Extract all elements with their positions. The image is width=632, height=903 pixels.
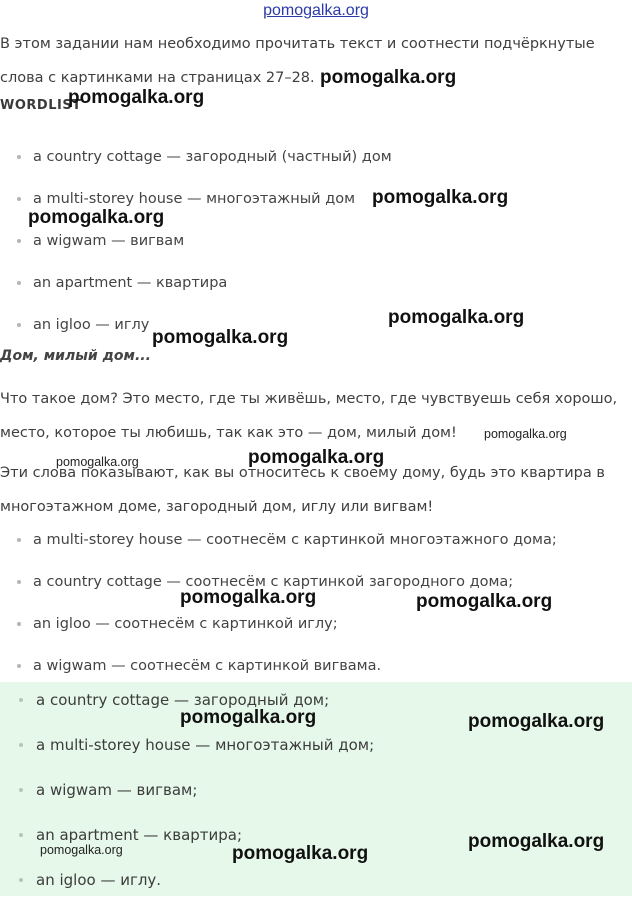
list-item: a multi-storey house — многоэтажный дом; — [0, 723, 374, 768]
watermark: pomogalka.org — [468, 711, 605, 732]
watermark: pomogalka.org — [180, 587, 317, 608]
watermark: pomogalka.org — [180, 707, 317, 728]
list-item: an igloo — соотнесём с картинкой иглу; — [0, 603, 557, 645]
paragraph-2-line-1: Эти слова показывают, как вы относитесь к своему дому, будь это квартира в — [0, 465, 605, 481]
watermark: pomogalka.org — [68, 87, 205, 108]
list-item: a wigwam — вигвам — [0, 220, 392, 262]
list-item: a country cottage — соотнесём с картинкой загородного дома; — [0, 561, 557, 603]
intro-line-2: слова с картинками на страницах 27–28. — [0, 70, 315, 86]
intro-line-1: В этом задании нам необходимо прочитать текст и соотнести подчёркнутые — [0, 36, 595, 52]
watermark: pomogalka.org — [28, 207, 165, 228]
watermark: pomogalka.org — [56, 455, 139, 469]
list-item: a multi-storey house — многоэтажный дом — [0, 178, 392, 220]
intro-text — [0, 27, 630, 95]
paragraph-2-line-2: многоэтажном доме, загородный дом, иглу или вигвам! — [0, 499, 434, 515]
list-item: a country cottage — загородный (частный) дом — [0, 136, 392, 178]
list-item: a wigwam — вигвам; — [0, 768, 374, 813]
watermark: pomogalka.org — [416, 591, 553, 612]
list-item: a multi-storey house — соотнесём с картинкой многоэтажного дома; — [0, 519, 557, 561]
watermark: pomogalka.org — [232, 843, 369, 864]
watermark: pomogalka.org — [484, 427, 567, 441]
list-item: an igloo — иглу. — [0, 858, 374, 903]
watermark: pomogalka.org — [388, 307, 525, 328]
text-heading: Дом, милый дом... — [0, 348, 151, 364]
watermark: pomogalka.org — [372, 187, 509, 208]
list-item: a country cottage — загородный дом; — [0, 678, 374, 723]
wordlist — [0, 136, 392, 346]
list-item: a wigwam — соотнесём с картинкой вигвама. — [0, 645, 557, 687]
watermark: pomogalka.org — [248, 447, 385, 468]
watermark: pomogalka.org — [40, 843, 123, 857]
paragraph-1-line-1: Что такое дом? Это место, где ты живёшь, место, где чувствуешь себя хорошо, — [0, 391, 618, 407]
list-item: an apartment — квартира — [0, 262, 392, 304]
site-top-link[interactable]: pomogalka.org — [263, 2, 369, 19]
wordlist-heading: WORDLIST — [0, 98, 82, 113]
paragraph-1-line-2: место, которое ты любишь, так как это — дом, милый дом! — [0, 425, 457, 441]
watermark: pomogalka.org — [468, 831, 605, 852]
watermark: pomogalka.org — [152, 327, 289, 348]
watermark: pomogalka.org — [320, 67, 457, 88]
list-item: an igloo — иглу — [0, 304, 392, 346]
list-item: an apartment — квартира; — [0, 813, 374, 858]
